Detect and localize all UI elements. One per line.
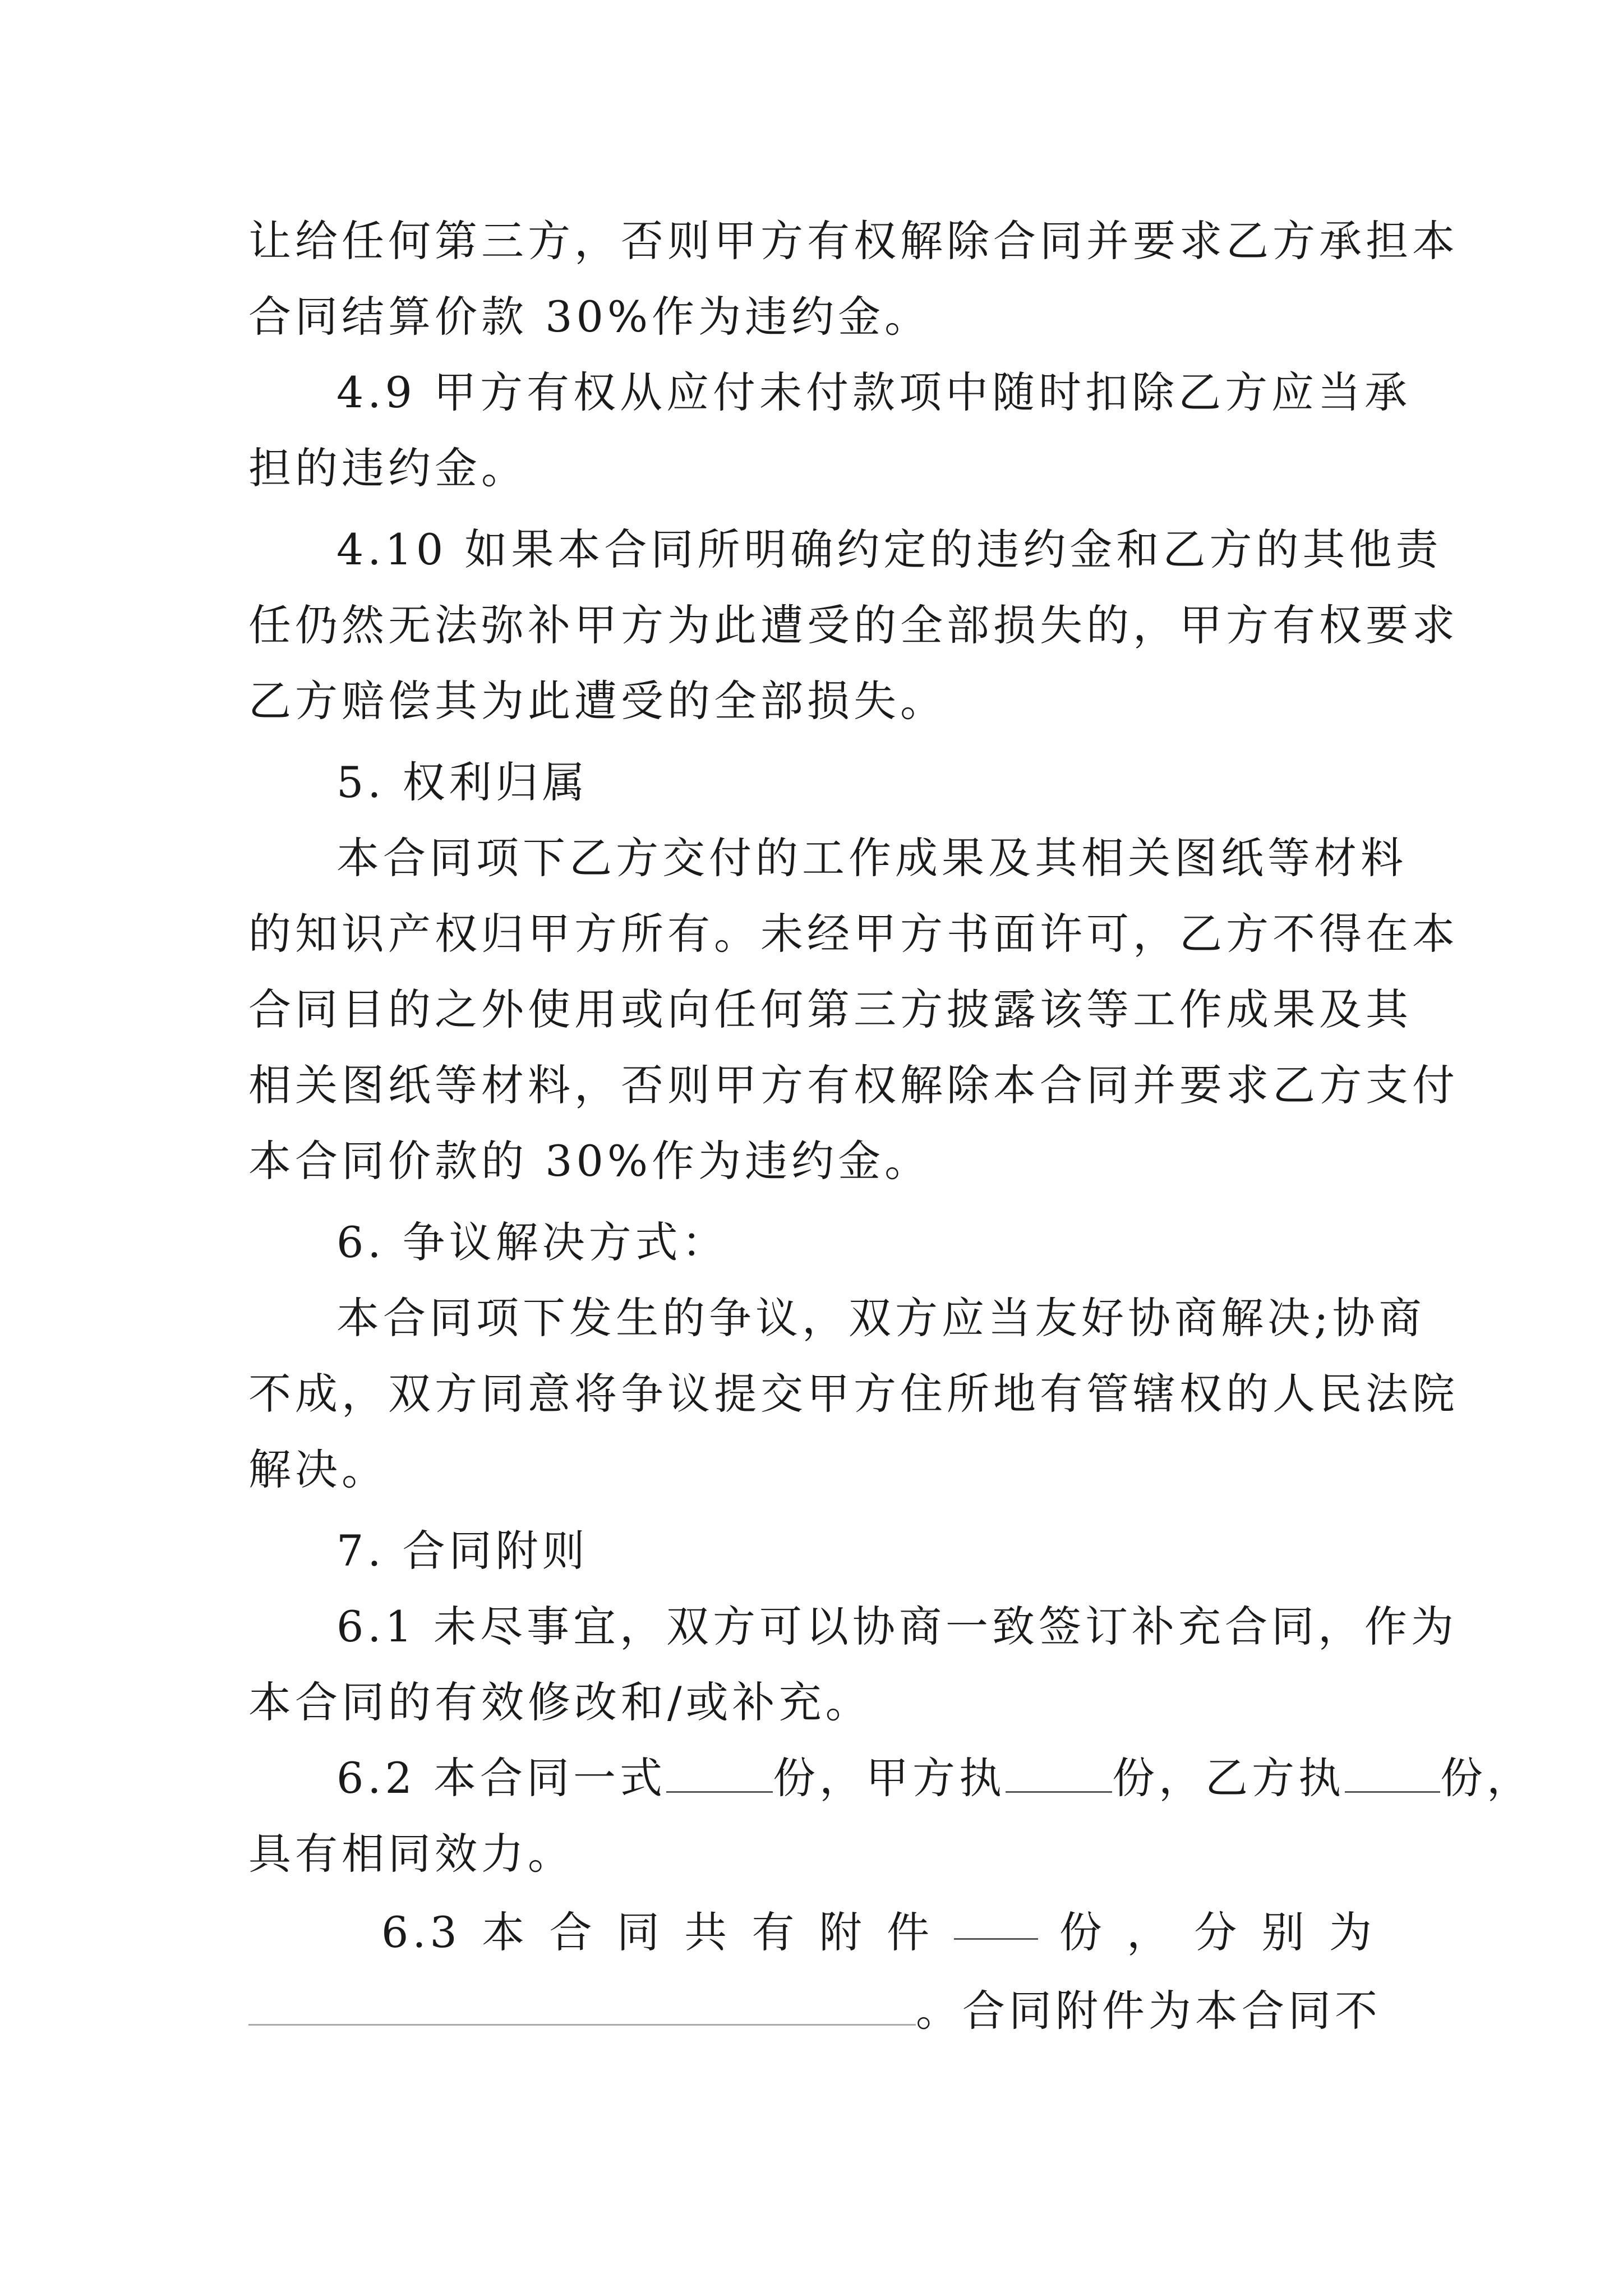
text-segment: 6.3	[381, 1907, 461, 1957]
text-segment: ，	[1127, 1907, 1173, 1957]
text-line: 4.9 甲方有权从应付未付款项中随时扣除乙方应当承	[336, 367, 1412, 417]
text-line: 让给任何第三方，否则甲方有权解除合同并要求乙方承担本	[248, 216, 1459, 266]
text-line: 乙方赔偿其为此遭受的全部损失。	[248, 676, 947, 726]
text-segment: 附	[819, 1907, 866, 1957]
text-segment: 为	[1329, 1907, 1376, 1957]
section-heading: 7. 合同附则	[336, 1526, 589, 1576]
text-segment: 别	[1261, 1907, 1308, 1957]
text-line: 4.10 如果本合同所明确约定的违约金和乙方的其他责	[336, 524, 1442, 574]
section-heading: 5. 权利归属	[336, 757, 589, 807]
text-line: 相关图纸等材料，否则甲方有权解除本合同并要求乙方支付	[248, 1060, 1459, 1110]
text-line: 合同目的之外使用或向任何第三方披露该等工作成果及其	[248, 984, 1412, 1034]
text-segment: 分	[1194, 1907, 1241, 1957]
text-segment: 。合同附件为本合同不	[916, 1986, 1381, 2036]
text-line: 不成，双方同意将争议提交甲方住所地有管辖权的人民法院	[248, 1369, 1459, 1419]
text-segment: 6.2 本合同一式	[336, 1753, 667, 1803]
text-line: 具有相同效力。	[248, 1829, 574, 1879]
text-segment: 份，	[1440, 1753, 1534, 1803]
text-segment: 本	[482, 1907, 529, 1957]
text-line: 解决。	[248, 1444, 388, 1494]
fill-in-blank[interactable]	[248, 1985, 916, 2026]
text-segment: 份，甲方执	[773, 1753, 1006, 1803]
text-segment: 共	[684, 1907, 731, 1957]
text-segment: 合	[549, 1907, 596, 1957]
section-heading: 6. 争议解决方式：	[336, 1217, 728, 1267]
text-line: 本合同的有效修改和/或补充。	[248, 1677, 872, 1727]
text-line: 本合同价款的 30%作为违约金。	[248, 1136, 932, 1186]
fill-in-blank[interactable]	[1345, 1752, 1440, 1793]
text-segment: 份，乙方执	[1112, 1753, 1345, 1803]
text-line: 任仍然无法弥补甲方为此遭受的全部损失的，甲方有权要求	[248, 600, 1459, 650]
text-segment: 同	[616, 1907, 663, 1957]
fill-in-blank[interactable]	[1006, 1752, 1112, 1793]
text-line: 的知识产权归甲方所有。未经甲方书面许可，乙方不得在本	[248, 909, 1459, 959]
text-line: 6.1 未尽事宜，双方可以协商一致签订补充合同，作为	[336, 1602, 1458, 1651]
text-segment: 件	[887, 1907, 934, 1957]
text-line: 担的违约金。	[248, 443, 528, 493]
text-line: 本合同项下发生的争议，双方应当友好协商解决;协商	[336, 1293, 1426, 1343]
text-line: 合同结算价款 30%作为违约金。	[248, 292, 932, 342]
text-segment: 份	[1059, 1907, 1106, 1957]
clause-6-2-line	[336, 1745, 1534, 1812]
text-line: 本合同项下乙方交付的工作成果及其相关图纸等材料	[336, 833, 1407, 883]
clause-6-3-continuation	[248, 1977, 1381, 2045]
fill-in-blank[interactable]	[954, 1899, 1038, 1940]
fill-in-blank[interactable]	[666, 1752, 773, 1793]
clause-6-3-line	[381, 1899, 1376, 1966]
text-segment: 有	[751, 1907, 799, 1957]
